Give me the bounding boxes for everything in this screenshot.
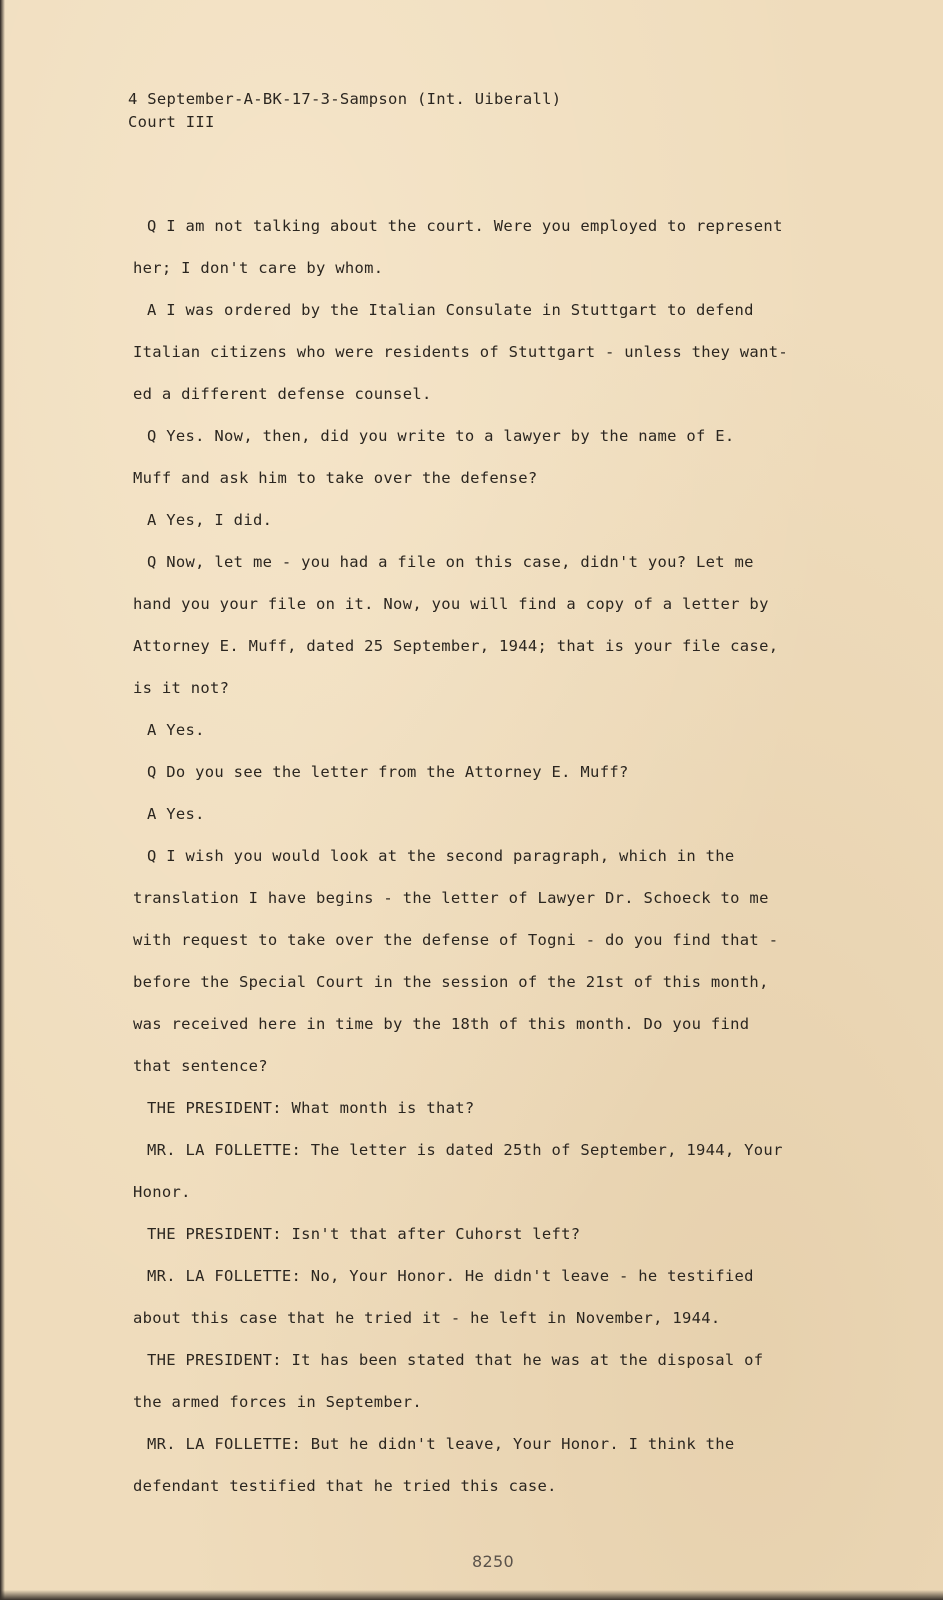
- header-case-line: 4 September-A-BK-17-3-Sampson (Int. Uiberall): [128, 90, 562, 108]
- transcript-line: Honor.: [133, 1183, 191, 1201]
- transcript-line: that sentence?: [133, 1057, 268, 1075]
- transcript-line: about this case that he tried it - he left in November, 1944.: [133, 1309, 721, 1327]
- transcript-line: A Yes.: [147, 721, 205, 739]
- transcript-line: Attorney E. Muff, dated 25 September, 1944; that is your file case,: [133, 637, 779, 655]
- transcript-line: hand you your file on it. Now, you will find a copy of a letter by: [133, 595, 769, 613]
- transcript-line: A Yes, I did.: [147, 511, 273, 529]
- transcript-line: before the Special Court in the session of the 21st of this month,: [133, 973, 769, 991]
- transcript-line: Q I am not talking about the court. Were you employed to represent: [147, 217, 783, 235]
- transcript-body: [133, 205, 853, 1507]
- header-court-line: Court III: [128, 113, 215, 131]
- transcript-line: THE PRESIDENT: Isn't that after Cuhorst left?: [147, 1225, 581, 1243]
- transcript-line: Q Do you see the letter from the Attorney E. Muff?: [147, 763, 629, 781]
- page-number: 8250: [472, 1552, 514, 1571]
- transcript-line: Q I wish you would look at the second paragraph, which in the: [147, 847, 735, 865]
- transcript-line: MR. LA FOLLETTE: The letter is dated 25th of September, 1944, Your: [147, 1141, 783, 1159]
- transcript-line: Muff and ask him to take over the defense?: [133, 469, 538, 487]
- transcript-line: her; I don't care by whom.: [133, 259, 384, 277]
- transcript-line: defendant testified that he tried this case.: [133, 1477, 557, 1495]
- transcript-line: A I was ordered by the Italian Consulate in Stuttgart to defend: [147, 301, 754, 319]
- transcript-line: Q Now, let me - you had a file on this case, didn't you? Let me: [147, 553, 754, 571]
- transcript-line: the armed forces in September.: [133, 1393, 422, 1411]
- scan-left-edge: [0, 0, 5, 1600]
- transcript-line: is it not?: [133, 679, 230, 697]
- document-header: [128, 88, 561, 134]
- transcript-line: Q Yes. Now, then, did you write to a lawyer by the name of E.: [147, 427, 735, 445]
- transcript-line: with request to take over the defense of Togni - do you find that -: [133, 931, 779, 949]
- transcript-line: Italian citizens who were residents of Stuttgart - unless they want-: [133, 343, 788, 361]
- transcript-line: A Yes.: [147, 805, 205, 823]
- transcript-line: MR. LA FOLLETTE: But he didn't leave, Your Honor. I think the: [147, 1435, 735, 1453]
- transcript-line: THE PRESIDENT: What month is that?: [147, 1099, 475, 1117]
- transcript-line: was received here in time by the 18th of this month. Do you find: [133, 1015, 750, 1033]
- transcript-line: THE PRESIDENT: It has been stated that he was at the disposal of: [147, 1351, 764, 1369]
- transcript-line: MR. LA FOLLETTE: No, Your Honor. He didn't leave - he testified: [147, 1267, 754, 1285]
- transcript-line: translation I have begins - the letter of Lawyer Dr. Schoeck to me: [133, 889, 769, 907]
- transcript-line: ed a different defense counsel.: [133, 385, 432, 403]
- scan-bottom-edge: [0, 1590, 943, 1600]
